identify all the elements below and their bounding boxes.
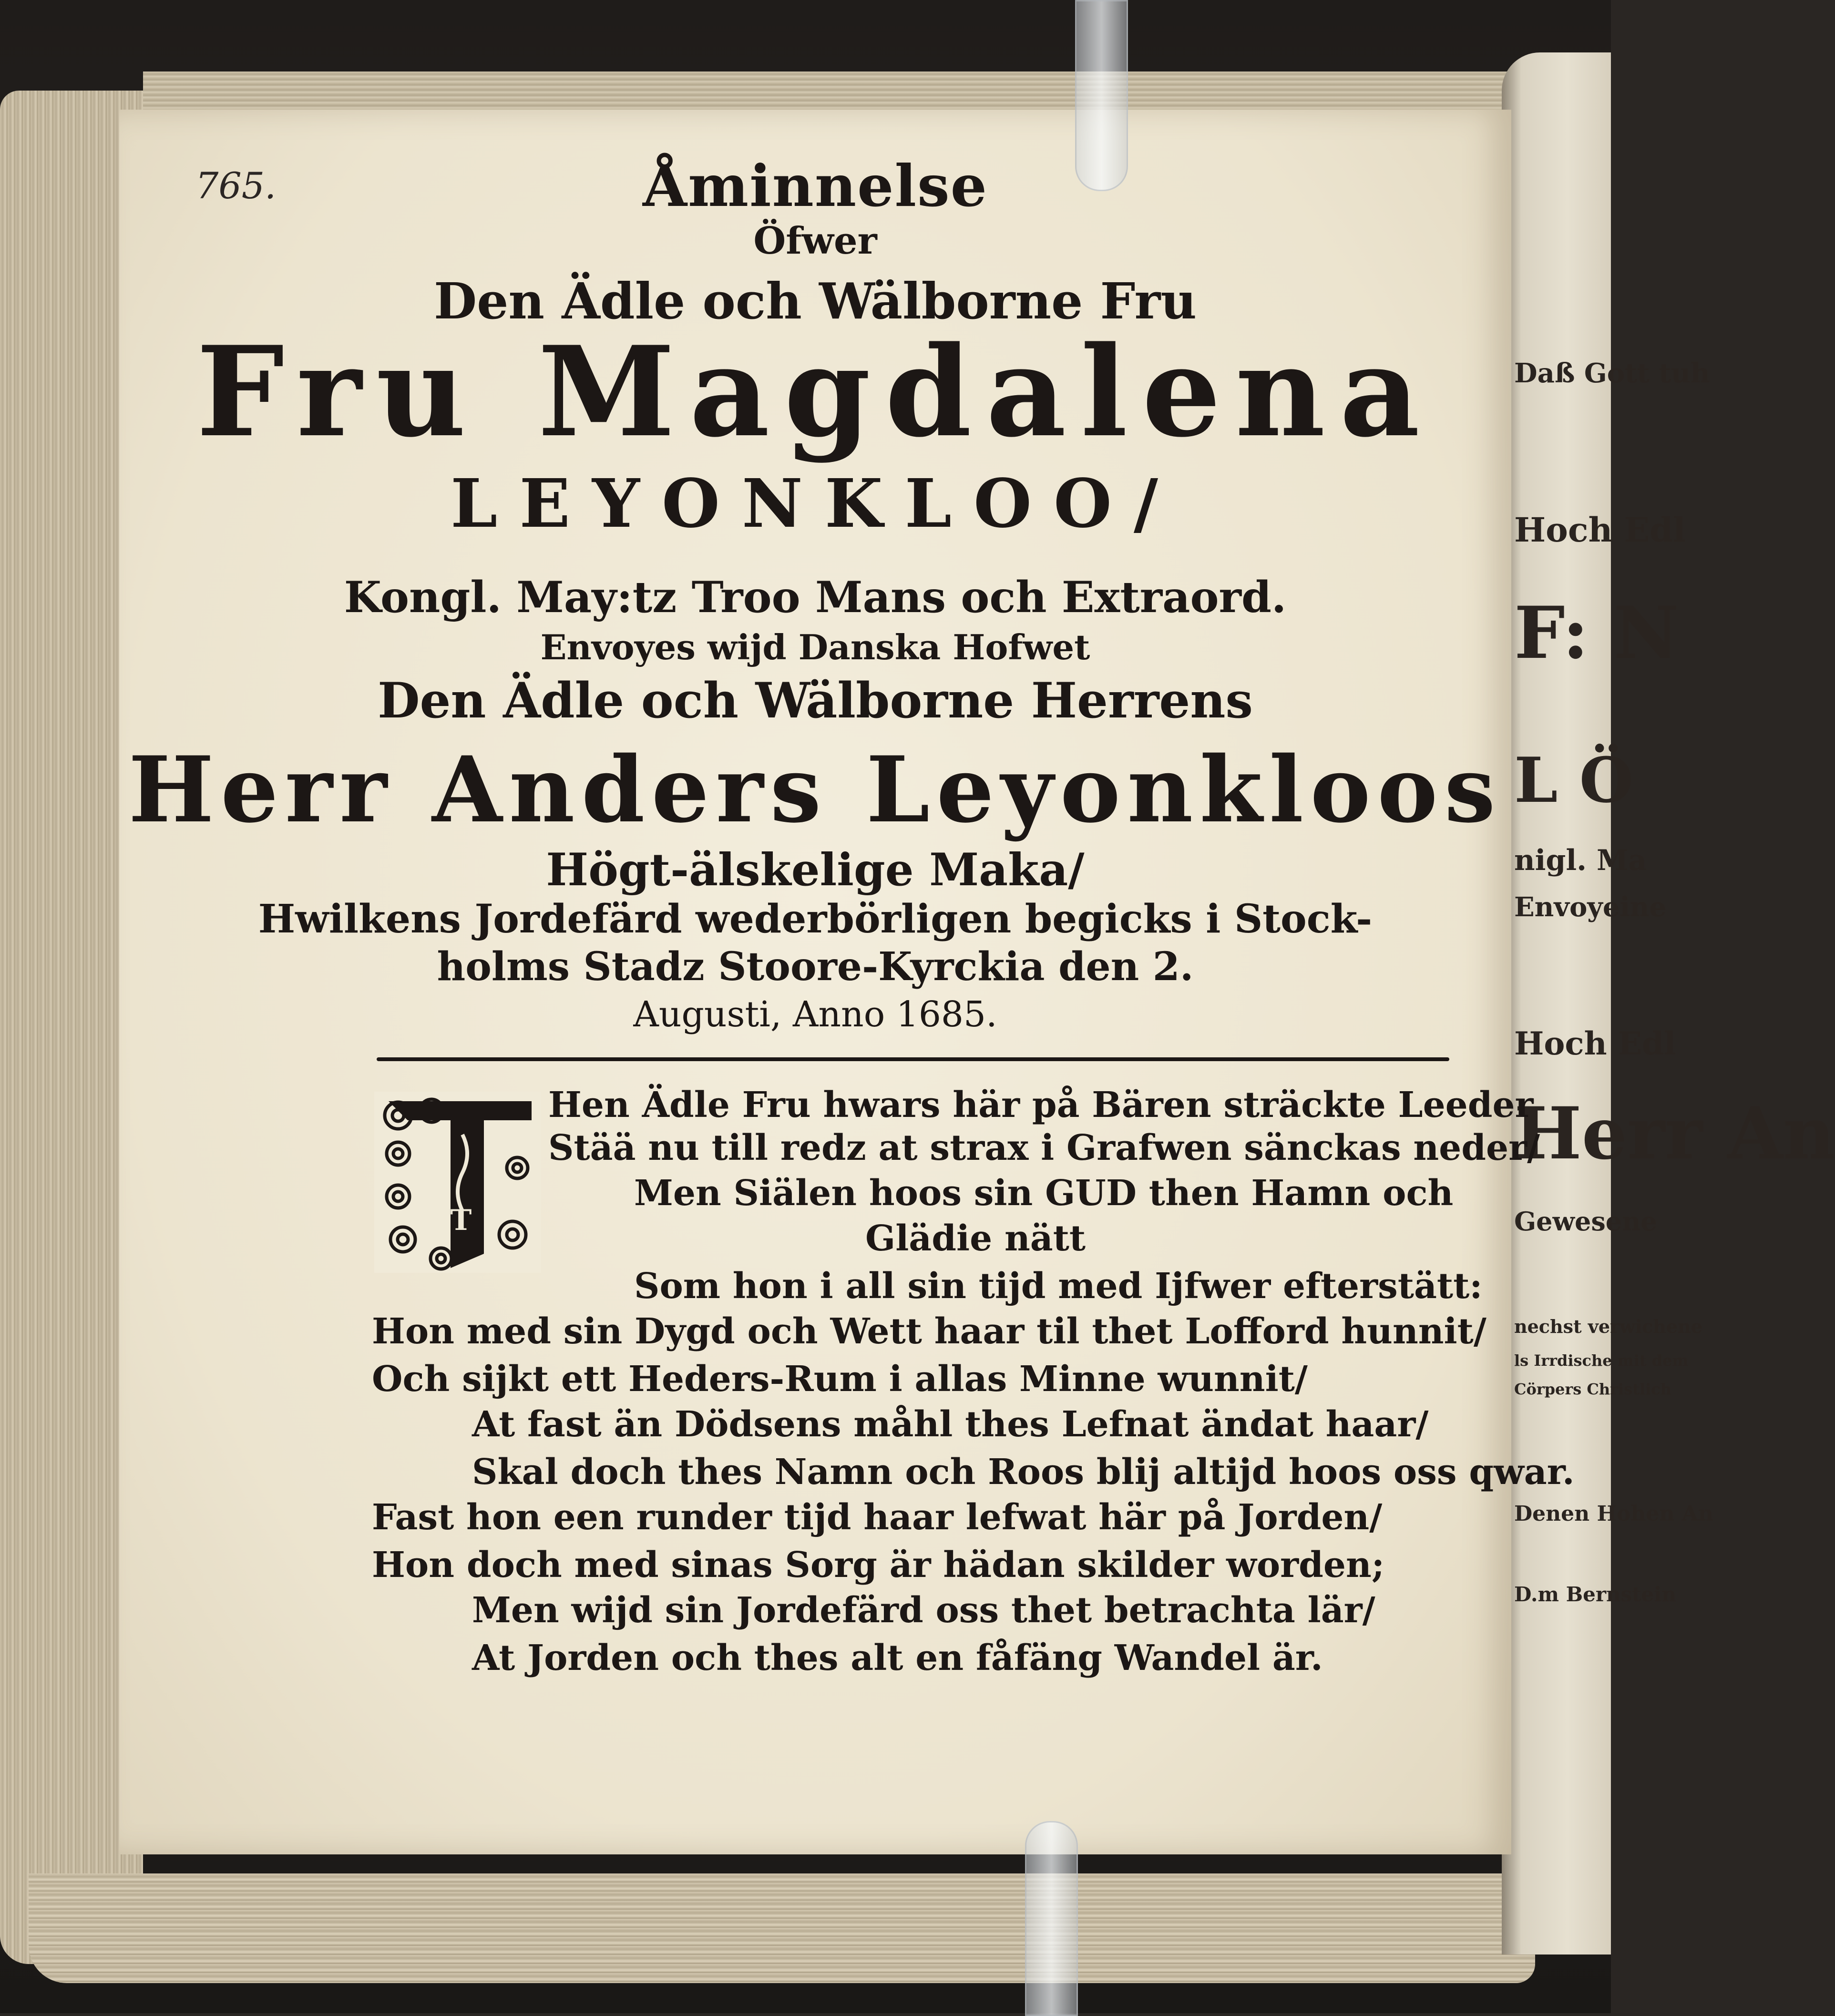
verse-line-1: Hen Ädle Fru hwars här på Bären sträckte Leeder <box>548 1085 1534 1126</box>
title-line-12: holms Stadz Stoore-Kyrckia den 2. <box>437 944 1194 990</box>
facing-line: L Ö <box>1514 744 1633 817</box>
book-bottom-edge <box>29 1873 1535 1983</box>
verse-line-10: Fast hon een runder tijd haar lefwat här på Jorden/ <box>372 1497 1383 1538</box>
page-clip-top <box>1075 0 1128 191</box>
verse-line-2: Stää nu till redz at strax i Grafwen sänckas neder/ <box>548 1127 1540 1168</box>
verse-line-4: Glädie nätt <box>865 1218 1086 1259</box>
title-line-10: Högt-älskelige Maka/ <box>546 844 1085 896</box>
title-line-7: Envoyes wijd Danska Hofwet <box>540 627 1090 667</box>
title-line-11: Hwilkens Jordefärd wederbörligen begicks i Stock- <box>258 896 1373 942</box>
title-line-3: Den Ädle och Wälborne Fru <box>434 272 1197 330</box>
verse-line-13: At Jorden och thes alt en fåfäng Wandel är. <box>472 1637 1323 1678</box>
verse-line-12: Men wijd sin Jordefärd oss thet betrachta lär/ <box>472 1590 1375 1631</box>
title-husband-heading: Herr Anders Leyonkloos <box>128 737 1502 843</box>
verse-line-6: Hon med sin Dygd och Wett haar til thet Lofford hunnit/ <box>372 1311 1486 1352</box>
book-top-edge <box>143 72 1526 114</box>
ornamental-dropcap-icon <box>369 1087 546 1278</box>
title-line-6: Kongl. May:tz Troo Mans och Extraord. <box>344 572 1287 623</box>
facing-line: Denen Hohen An <box>1514 1502 1713 1526</box>
page-clip-bottom <box>1025 1821 1078 2016</box>
verse-line-7: Och sijkt ett Heders-Rum i allas Minne wunnit/ <box>372 1359 1308 1400</box>
title-name-heading: Fru Magdalena <box>196 319 1435 465</box>
verse-line-3: Men Siälen hoos sin GUD then Hamn och <box>634 1173 1454 1214</box>
facing-line: Hoch Edl <box>1514 1025 1676 1062</box>
title-date-line: Augusti, Anno 1685. <box>633 994 997 1035</box>
dropcap-letter: T <box>450 1204 472 1237</box>
facing-line: nigl. Ma <box>1514 844 1647 877</box>
facing-line: F: N <box>1514 591 1679 675</box>
facing-line: Daß Gott tuh <box>1514 358 1710 389</box>
title-surname-heading: LEYONKLOO/ <box>450 465 1180 543</box>
facing-line: Hoch Edl <box>1514 510 1686 550</box>
facing-line: nechst verwichene <box>1514 1316 1702 1337</box>
facing-line: Gewesene <box>1514 1206 1657 1237</box>
handwritten-page-number: 765. <box>195 164 277 207</box>
horizontal-rule <box>377 1057 1449 1061</box>
facing-line: Envoyeine <box>1514 891 1667 923</box>
facing-line: Herr An <box>1514 1092 1835 1176</box>
facing-page <box>1502 52 1835 1955</box>
verse-line-9: Skal doch thes Namn och Roos blij altijd hoos oss qwar. <box>472 1452 1575 1493</box>
title-line-8: Den Ädle och Wälborne Herrens <box>378 672 1253 729</box>
facing-line: ls Irrdische mit dem <box>1514 1351 1689 1370</box>
title-line-1: Åminnelse <box>643 153 988 220</box>
verse-line-11: Hon doch med sinas Sorg är hädan skilder worden; <box>372 1545 1385 1586</box>
facing-line: D.m Bernstein <box>1514 1583 1676 1606</box>
title-line-2: Öfwer <box>753 219 877 263</box>
verse-line-5: Som hon i all sin tijd med Ijfwer efterstätt: <box>634 1266 1483 1307</box>
facing-line: Cörpers Christlich <box>1514 1380 1672 1398</box>
verse-line-8: At fast än Dödsens måhl thes Lefnat ändat haar/ <box>472 1404 1429 1445</box>
